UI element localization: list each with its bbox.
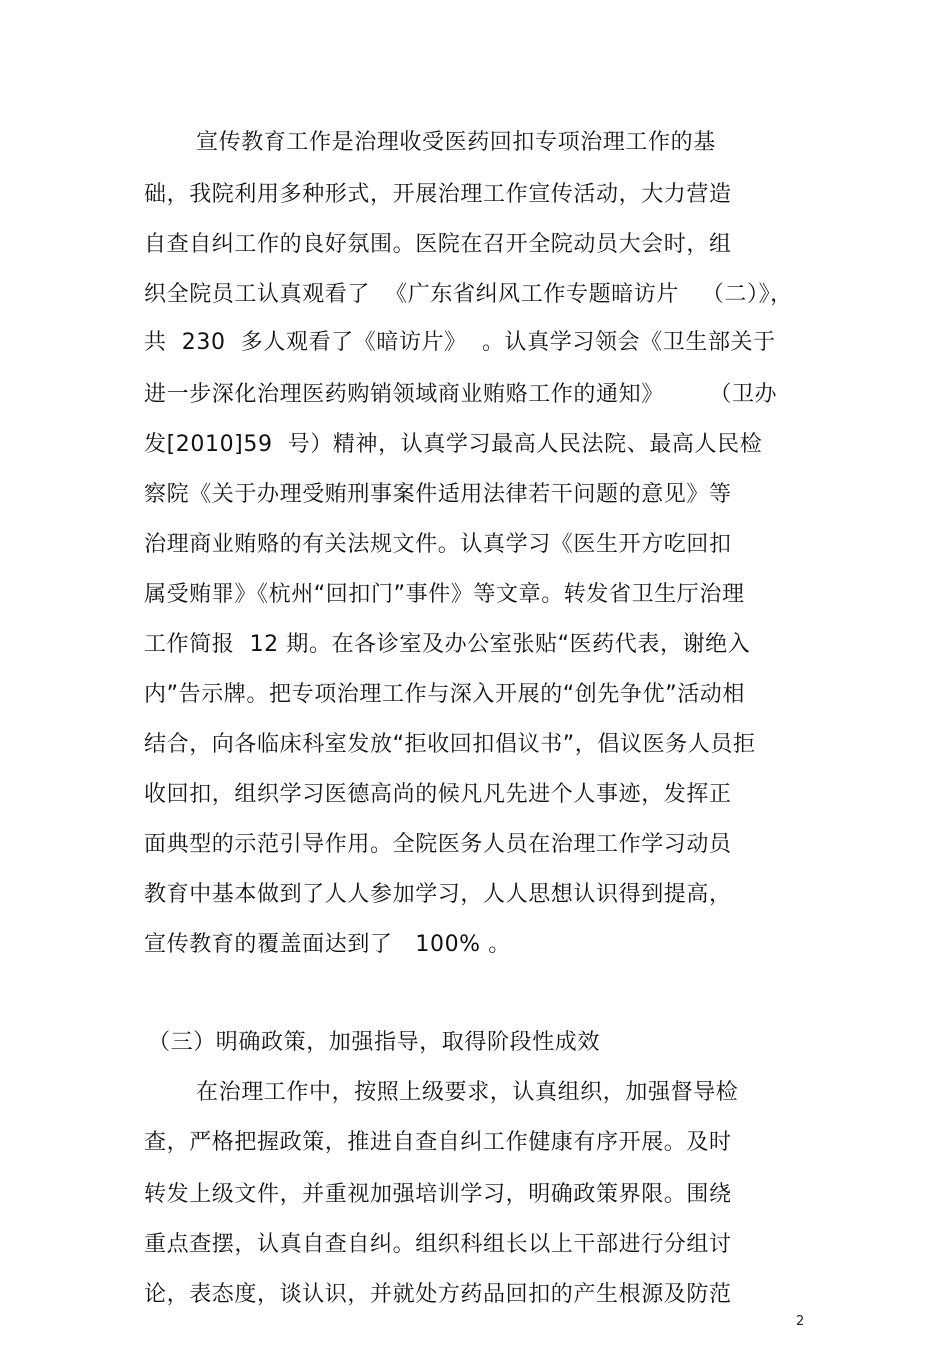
paragraph-1-line-4: 织全院员工认真观看了 《广东省纠风工作专题暗访片 （二）》， [144, 282, 793, 307]
paragraph-1-line-6: 进一步深化治理医药购销领域商业贿赂工作的通知》 （卫办 [144, 382, 778, 407]
paragraph-1-line-15: 面典型的示范引导作用。全院医务人员在治理工作学习动员 [144, 832, 732, 857]
paragraph-2-line-3: 转发上级文件，并重视加强培训学习，明确政策界限。围绕 [144, 1182, 732, 1207]
paragraph-1-line-8: 察院《关于办理受贿刑事案件适用法律若干问题的意见》等 [144, 482, 732, 507]
paragraph-1-line-3: 自查自纠工作的良好氛围。医院在召开全院动员大会时，组 [144, 232, 732, 257]
paragraph-1-line-2: 础，我院利用多种形式，开展治理工作宣传活动，大力营造 [144, 182, 732, 207]
paragraph-1-line-5: 共 230 多人观看了《暗访片》 。认真学习领会《卫生部关于 [144, 330, 776, 355]
paragraph-1-line-13: 结合，向各临床科室发放“拒收回扣倡议书”，倡议医务人员拒 [144, 732, 756, 757]
paragraph-1-line-9: 治理商业贿赂的有关法规文件。认真学习《医生开方吃回扣 [144, 532, 732, 557]
paragraph-1-line-14: 收回扣，组织学习医德高尚的候凡凡先进个人事迹，发挥正 [144, 782, 732, 807]
paragraph-1-line-12: 内”告示牌。把专项治理工作与深入开展的“创先争优”活动相 [144, 682, 745, 707]
page-number: 2 [796, 1314, 805, 1329]
section-heading: （三）明确政策，加强指导，取得阶段性成效 [148, 1030, 601, 1055]
paragraph-2-line-2: 查，严格把握政策，推进自查自纠工作健康有序开展。及时 [144, 1130, 732, 1155]
paragraph-1-line-10: 属受贿罪》《杭州“回扣门”事件》等文章。转发省卫生厅治理 [144, 582, 745, 607]
paragraph-1-line-7: 发[2010]59 号）精神，认真学习最高人民法院、最高人民检 [144, 432, 763, 457]
paragraph-1-line-1: 宣传教育工作是治理收受医药回扣专项治理工作的基 [196, 130, 716, 155]
paragraph-1-line-16: 教育中基本做到了人人参加学习，人人思想认识得到提高， [144, 882, 732, 907]
paragraph-2-line-5: 论，表态度，谈认识，并就处方药品回扣的产生根源及防范 [144, 1282, 732, 1307]
paragraph-2-line-1: 在治理工作中，按照上级要求，认真组织，加强督导检 [196, 1080, 739, 1105]
paragraph-2-line-4: 重点查摆，认真自查自纠。组织科组长以上干部进行分组讨 [144, 1232, 732, 1257]
paragraph-1-line-11: 工作简报 12 期。在各诊室及办公室张贴“医药代表，谢绝入 [144, 632, 751, 657]
paragraph-1-line-17: 宣传教育的覆盖面达到了 100% 。 [144, 932, 511, 957]
